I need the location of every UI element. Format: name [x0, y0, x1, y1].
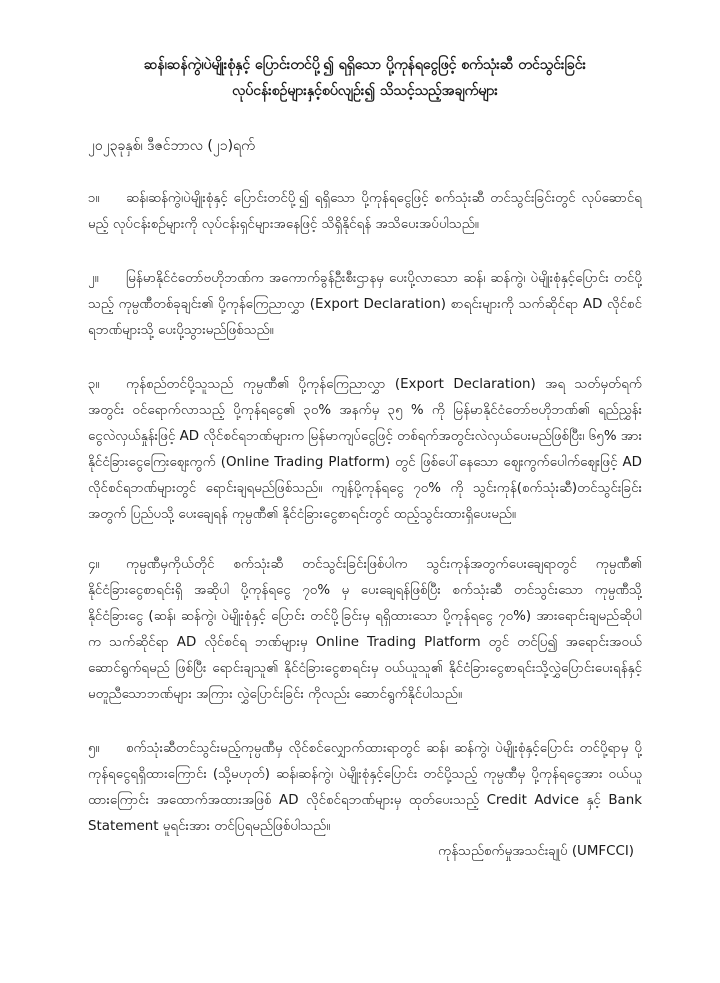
signature: ကုန်သည်စက်မှုအသင်းချုပ် (UMFCCI) [438, 844, 634, 859]
paragraph-4 [88, 552, 642, 708]
paragraph-1 [88, 186, 642, 238]
paragraph-text: မြန်မာနိုင်ငံတော်ဗဟိုဘဏ်က အကောက်ခွန်ဦးစီးဌာနမှ ပေးပို့လာသော ဆန်၊ ဆန်ကွဲ၊ ပဲမျိုးစုံနှင့်ပြောင်း တင်ပို့သည့် ကုမ္ပဏီတစ်ခုချင်း၏ ပို့ကုန်ကြေညာလွှာ (Export Declaration) စာရင်းများကို သက်ဆိုင်ရာ AD လိုင်စင်ရဘဏ်များသို့ ပေးပို့သွားမည်ဖြစ်သည်။ [88, 271, 642, 338]
document-title [88, 52, 642, 104]
paragraph-5 [88, 736, 642, 840]
paragraph-2 [88, 266, 642, 344]
paragraph-number: ၄။ [88, 557, 100, 572]
paragraph-number: ၂။ [88, 271, 99, 286]
paragraph-3 [88, 372, 642, 528]
paragraph-text: ကုမ္ပဏီမှကိုယ်တိုင် စက်သုံးဆီ တင်သွင်းခြင်းဖြစ်ပါက သွင်းကုန်အတွက်ပေးချေရာတွင် ကုမ္ပဏီ၏ နိုင်ငံခြားငွေစာရင်းရှိ အဆိုပါ ပို့ကုန်ရငွေ ၇၀% မှ ပေးချေရန်ဖြစ်ပြီး စက်သုံးဆီ တင်သွင်းသော ကုမ္ပဏီသို့ နိုင်ငံခြားငွေ (ဆန်၊ ဆန်ကွဲ၊ ပဲမျိုးစုံနှင့် ပြောင်း တင်ပို့ခြင်းမှ ရရှိထားသော ပို့ကုန်ရငွေ ၇၀%) အားရောင်းချမည်ဆိုပါက သက်ဆိုင်ရာ AD လိုင်စင်ရ ဘဏ်များမှ Online Trading Platform တွင် တင်ပြ၍ အရောင်းအဝယ်ဆောင်ရွက်ရမည် ဖြစ်ပြီး ရောင်းချသူ၏ နိုင်ငံခြားငွေစာရင်းမှ ဝယ်ယူသူ၏ နိုင်ငံခြားငွေစာရင်းသို့လွှဲပြောင်းပေးရန်နှင့် မတူညီသောဘဏ်များ အကြား လွှဲပြောင်းခြင်း ကိုလည်း ဆောင်ရွက်နိုင်ပါသည်။ [88, 557, 642, 702]
title-line-1: ဆန်၊ဆန်ကွဲ၊ပဲမျိုးစုံနှင့် ပြောင်းတင်ပို့၍ ရရှိသော ပို့ကုန်ရငွေဖြင့် စက်သုံးဆီ တင်သွင်းခြင်း [143, 57, 587, 73]
paragraph-number: ၃။ [88, 377, 100, 392]
paragraph-number: ၁။ [88, 191, 100, 206]
paragraph-text: ဆန်၊ဆန်ကွဲ၊ပဲမျိုးစုံနှင့် ပြောင်းတင်ပို့၍ ရရှိသော ပို့ကုန်ရငွေဖြင့် စက်သုံးဆီ တင်သွင်းခြင်းတွင် လုပ်ဆောင်ရမည့် လုပ်ငန်းစဉ်များကို လုပ်ငန်းရှင်များအနေဖြင့် သိရှိနိုင်ရန် အသိပေးအပ်ပါသည်။ [88, 191, 642, 232]
document-page [0, 52, 720, 983]
document-date: ၂၀၂၃ခုနှစ်၊ ဒီဇင်ဘာလ (၂၁)ရက် [88, 138, 255, 154]
paragraph-text: စက်သုံးဆီတင်သွင်းမည့်ကုမ္ပဏီမှ လိုင်စင်လျှောက်ထားရာတွင် ဆန်၊ ဆန်ကွဲ၊ ပဲမျိုးစုံနှင့်ပြောင်း တင်ပို့ရာမှ ပို့ကုန်ရငွေရရှိထားကြောင်း (သို့မဟုတ်) ဆန်၊ဆန်ကွဲ၊ ပဲမျိုးစုံနှင့်ပြောင်း တင်ပို့သည့် ကုမ္ပဏီမှ ပို့ကုန်ရငွေအား ဝယ်ယူထားကြောင်း အထောက်အထားအဖြစ် AD လိုင်စင်ရဘဏ်များမှ ထုတ်ပေးသည့် Credit Advice နှင့် Bank Statement မူရင်းအား တင်ပြရမည်ဖြစ်ပါသည်။ [88, 741, 642, 834]
title-line-2: လုပ်ငန်းစဉ်များနှင့်စပ်လျဉ်း၍ သိသင့်သည့်အချက်များ [232, 83, 498, 99]
paragraph-number: ၅။ [88, 741, 100, 756]
paragraph-text: ကုန်စည်တင်ပို့သူသည် ကုမ္ပဏီ၏ ပို့ကုန်ကြေညာလွှာ (Export Declaration) အရ သတ်မှတ်ရက်အတွင်း ဝင်ရောက်လာသည့် ပို့ကုန်ရငွေ၏ ၃၀% အနက်မှ ၃၅ % ကို မြန်မာနိုင်ငံတော်ဗဟိုဘဏ်၏ ရည်ညွှန်းငွေလဲလှယ်နှုန်းဖြင့် AD လိုင်စင်ရဘဏ်များက မြန်မာကျပ်ငွေဖြင့် တစ်ရက်အတွင်းလဲလှယ်ပေးမည်ဖြစ်ပြီး၊ ၆၅% အား နိုင်ငံခြားငွေကြေးဈေးကွက် (Online Trading Platform) တွင် ဖြစ်ပေါ်နေသော ဈေးကွက်ပေါက်ဈေးဖြင့် AD လိုင်စင်ရဘဏ်များတွင် ရောင်းချရမည်ဖြစ်သည်။ ကျန်ပို့ကုန်ရငွေ ၇၀% ကို သွင်းကုန်(စက်သုံးဆီ)တင်သွင်းခြင်းအတွက် ပြည်ပသို့ ပေးချေရန် ကုမ္ပဏီ၏ နိုင်ငံခြားငွေစာရင်းတွင် ထည့်သွင်းထားရှိပေးမည်။ [88, 377, 642, 522]
